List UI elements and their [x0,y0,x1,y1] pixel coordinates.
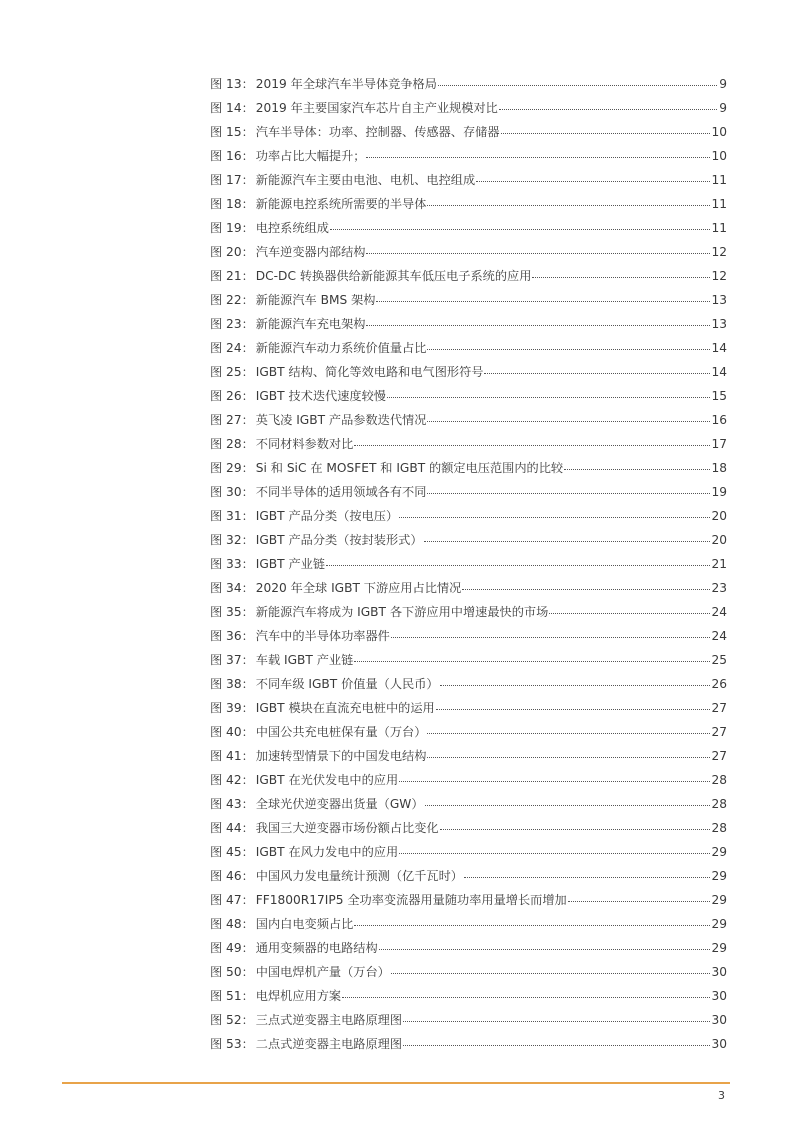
toc-entry-title[interactable]: 电控系统组成 [255,221,329,235]
toc-entry-title[interactable]: 汽车中的半导体功率器件 [255,629,390,643]
toc-dot-leader [427,745,710,758]
toc-entry-label: 图 18： [210,197,254,211]
toc-entry-label: 图 17： [210,173,254,187]
toc-entry-page[interactable]: 12 [711,245,727,259]
toc-entry[interactable] [210,409,727,433]
toc-entry[interactable] [210,817,727,841]
toc-entry-title[interactable]: IGBT 模块在直流充电桩中的运用 [255,701,435,715]
toc-dot-leader [403,1033,710,1046]
toc-entry-title[interactable]: 新能源汽车充电架构 [255,317,366,331]
toc-dot-leader [391,625,711,638]
toc-entry[interactable] [210,457,727,481]
toc-entry-page[interactable]: 27 [711,725,727,739]
toc-entry-page[interactable]: 30 [711,1013,727,1027]
toc-dot-leader [499,97,717,110]
toc-dot-leader [366,313,710,326]
toc-dot-leader [568,889,711,902]
toc-entry-title[interactable]: 2019 年主要国家汽车芯片自主产业规模对比 [255,101,498,115]
toc-entry-title[interactable]: 加速转型情景下的中国发电结构 [255,749,427,763]
toc-entry-page[interactable]: 26 [711,677,727,691]
toc-entry-page[interactable]: 10 [711,125,727,139]
toc-entry-label: 图 29： [210,461,254,475]
toc-dot-leader [399,841,710,854]
toc-entry[interactable] [210,529,727,553]
toc-entry[interactable] [210,265,727,289]
toc-entry-page[interactable]: 28 [711,821,727,835]
toc-entry-title[interactable]: 车载 IGBT 产业链 [255,653,354,667]
toc-entry-label: 图 21： [210,269,254,283]
toc-entry[interactable] [210,889,727,913]
toc-entry-page[interactable]: 17 [711,437,727,451]
toc-entry-label: 图 27： [210,413,254,427]
footer-divider [62,1082,730,1084]
toc-entry-page[interactable]: 10 [711,149,727,163]
toc-entry-label: 图 26： [210,389,254,403]
toc-entry-label: 图 31： [210,509,254,523]
toc-dot-leader [376,289,710,302]
toc-entry-title[interactable]: 新能源汽车动力系统价值量占比 [255,341,427,355]
toc-entry-page[interactable]: 15 [711,389,727,403]
toc-entry-title[interactable]: 全球光伏逆变器出货量（GW） [255,797,424,811]
toc-entry-label: 图 39： [210,701,254,715]
toc-entry-title[interactable]: FF1800R17IP5 全功率变流器用量随功率用量增长而增加 [255,893,567,907]
toc-dot-leader [484,361,710,374]
toc-entry-label: 图 33： [210,557,254,571]
toc-entry-title[interactable]: 中国风力发电量统计预测（亿千瓦时） [255,869,463,883]
toc-entry-label: 图 20： [210,245,254,259]
toc-entry[interactable] [210,961,727,985]
toc-entry[interactable] [210,73,727,97]
toc-entry-label: 图 42： [210,773,254,787]
toc-entry-page[interactable]: 14 [711,341,727,355]
toc-entry[interactable] [210,217,727,241]
toc-entry-title[interactable]: IGBT 产业链 [255,557,326,571]
toc-dot-leader [366,145,710,158]
toc-entry-label: 图 32： [210,533,254,547]
toc-entry-page[interactable]: 29 [711,845,727,859]
toc-dot-leader [427,409,710,422]
toc-entry-label: 图 19： [210,221,254,235]
toc-entry-label: 图 44： [210,821,254,835]
toc-entry-title[interactable]: 二点式逆变器主电路原理图 [255,1037,403,1051]
toc-entry[interactable] [210,1009,727,1033]
toc-entry-title[interactable]: 不同车级 IGBT 价值量（人民币） [255,677,439,691]
toc-entry-title[interactable]: 通用变频器的电路结构 [255,941,378,955]
toc-entry[interactable] [210,337,727,361]
toc-entry-page[interactable]: 29 [711,893,727,907]
toc-entry[interactable] [210,865,727,889]
toc-entry-title[interactable]: 英飞凌 IGBT 产品参数迭代情况 [255,413,427,427]
toc-dot-leader [387,385,711,398]
toc-dot-leader [425,793,711,806]
toc-entry[interactable] [210,841,727,865]
toc-entry-page[interactable]: 27 [711,749,727,763]
toc-entry-title[interactable]: 国内白电变频占比 [255,917,354,931]
toc-entry[interactable] [210,193,727,217]
toc-entry-label: 图 34： [210,581,254,595]
toc-entry-page[interactable]: 27 [711,701,727,715]
toc-dot-leader [436,697,711,710]
toc-dot-leader [326,553,710,566]
toc-entry-title[interactable]: 汽车逆变器内部结构 [255,245,366,259]
toc-entry[interactable] [210,913,727,937]
toc-entry-page[interactable]: 19 [711,485,727,499]
toc-entry-label: 图 43： [210,797,254,811]
toc-entry-page[interactable]: 9 [719,77,727,91]
toc-entry-page[interactable]: 28 [711,773,727,787]
toc-entry-label: 图 50： [210,965,254,979]
toc-dot-leader [440,817,711,830]
toc-entry-label: 图 23： [210,317,254,331]
toc-entry-page[interactable]: 9 [719,101,727,115]
toc-dot-leader [440,673,711,686]
toc-entry-title[interactable]: 2019 年全球汽车半导体竞争格局 [255,77,437,91]
toc-entry-title[interactable]: 我国三大逆变器市场份额占比变化 [255,821,439,835]
toc-dot-leader [476,169,710,182]
toc-entry-page[interactable]: 14 [711,365,727,379]
toc-dot-leader [424,529,711,542]
toc-entry[interactable] [210,433,727,457]
toc-entry-title[interactable]: IGBT 技术迭代速度较慢 [255,389,386,403]
toc-entry-label: 图 53： [210,1037,254,1051]
toc-dot-leader [330,217,711,230]
toc-entry-page[interactable]: 20 [711,533,727,547]
toc-entry-label: 图 22： [210,293,254,307]
toc-dot-leader [501,121,711,134]
toc-dot-leader [391,961,711,974]
toc-dot-leader [427,481,710,494]
toc-dot-leader [354,649,710,662]
toc-entry-page[interactable]: 23 [711,581,727,595]
toc-entry[interactable] [210,937,727,961]
toc-entry[interactable] [210,289,727,313]
toc-dot-leader [549,601,710,614]
toc-entry-page[interactable]: 25 [711,653,727,667]
toc-entry-page[interactable]: 30 [711,965,727,979]
toc-entry-page[interactable]: 16 [711,413,727,427]
toc-dot-leader [427,337,710,350]
toc-dot-leader [427,721,710,734]
toc-entry-title[interactable]: 新能源电控系统所需要的半导体 [255,197,427,211]
toc-dot-leader [399,505,710,518]
toc-entry-label: 图 46： [210,869,254,883]
toc-dot-leader [438,73,717,86]
toc-dot-leader [366,241,710,254]
toc-entry[interactable] [210,697,727,721]
toc-dot-leader [464,865,711,878]
toc-entry-page[interactable]: 28 [711,797,727,811]
toc-entry-page[interactable]: 13 [711,317,727,331]
toc-entry-title[interactable]: 功率占比大幅提升； [255,149,366,163]
toc-entry-label: 图 37： [210,653,254,667]
toc-entry-title[interactable]: IGBT 产品分类（按电压） [255,509,399,523]
toc-entry[interactable] [210,1033,727,1057]
toc-dot-leader [379,937,711,950]
toc-entry[interactable] [210,313,727,337]
toc-entry-label: 图 38： [210,677,254,691]
toc-entry-label: 图 40： [210,725,254,739]
toc-entry-title[interactable]: 新能源汽车 BMS 架构 [255,293,376,307]
toc-entry-label: 图 47： [210,893,254,907]
toc-entry-page[interactable]: 30 [711,989,727,1003]
toc-entry-page[interactable]: 29 [711,869,727,883]
toc-entry[interactable] [210,577,727,601]
toc-dot-leader [427,193,710,206]
toc-entry-label: 图 45： [210,845,254,859]
toc-entry[interactable] [210,361,727,385]
toc-entry-title[interactable]: DC-DC 转换器供给新能源其车低压电子系统的应用 [255,269,532,283]
toc-entry-label: 图 49： [210,941,254,955]
toc-entry-label: 图 16： [210,149,254,163]
toc-entry[interactable] [210,553,727,577]
toc-entry-page[interactable]: 11 [711,173,727,187]
toc-entry[interactable] [210,649,727,673]
table-of-figures [210,73,727,1057]
toc-entry[interactable] [210,625,727,649]
toc-entry-title[interactable]: Si 和 SiC 在 MOSFET 和 IGBT 的额定电压范围内的比较 [255,461,564,475]
toc-entry-label: 图 51： [210,989,254,1003]
toc-entry[interactable] [210,385,727,409]
toc-entry[interactable] [210,505,727,529]
toc-entry-label: 图 48： [210,917,254,931]
toc-entry[interactable] [210,985,727,1009]
toc-entry-title[interactable]: 三点式逆变器主电路原理图 [255,1013,403,1027]
toc-entry-label: 图 36： [210,629,254,643]
toc-dot-leader [532,265,710,278]
toc-entry-label: 图 35： [210,605,254,619]
toc-entry-label: 图 13： [210,77,254,91]
toc-entry-title[interactable]: 中国公共充电桩保有量（万台） [255,725,427,739]
toc-entry-label: 图 28： [210,437,254,451]
toc-entry-page[interactable]: 30 [711,1037,727,1051]
toc-entry-page[interactable]: 29 [711,917,727,931]
toc-entry[interactable] [210,97,727,121]
toc-entry-page[interactable]: 29 [711,941,727,955]
toc-entry-label: 图 52： [210,1013,254,1027]
toc-entry-title[interactable]: IGBT 产品分类（按封装形式） [255,533,423,547]
toc-entry[interactable] [210,241,727,265]
toc-entry-label: 图 15： [210,125,254,139]
toc-entry-title[interactable]: 2020 年全球 IGBT 下游应用占比情况 [255,581,462,595]
toc-dot-leader [462,577,710,590]
toc-entry[interactable] [210,481,727,505]
toc-dot-leader [399,769,710,782]
toc-entry-label: 图 41： [210,749,254,763]
toc-entry[interactable] [210,745,727,769]
toc-entry-page[interactable]: 11 [711,197,727,211]
toc-entry-page[interactable]: 21 [711,557,727,571]
toc-entry-page[interactable]: 24 [711,629,727,643]
toc-dot-leader [564,457,710,470]
toc-entry-label: 图 30： [210,485,254,499]
toc-dot-leader [342,985,710,998]
toc-entry-page[interactable]: 18 [711,461,727,475]
toc-entry-page[interactable]: 12 [711,269,727,283]
toc-entry-title[interactable]: 新能源汽车将成为 IGBT 各下游应用中增速最快的市场 [255,605,549,619]
toc-entry-title[interactable]: 电焊机应用方案 [255,989,342,1003]
toc-entry-title[interactable]: 不同材料参数对比 [255,437,354,451]
toc-entry-page[interactable]: 11 [711,221,727,235]
toc-entry[interactable] [210,169,727,193]
toc-entry-title[interactable]: 中国电焊机产量（万台） [255,965,390,979]
toc-entry-page[interactable]: 20 [711,509,727,523]
toc-dot-leader [354,913,710,926]
toc-dot-leader [403,1009,710,1022]
toc-entry-label: 图 14： [210,101,254,115]
toc-entry[interactable] [210,121,727,145]
toc-entry-title[interactable]: 不同半导体的适用领域各有不同 [255,485,427,499]
toc-entry-title[interactable]: IGBT 在风力发电中的应用 [255,845,399,859]
toc-entry[interactable] [210,673,727,697]
toc-entry-page[interactable]: 13 [711,293,727,307]
toc-entry-page[interactable]: 24 [711,605,727,619]
toc-entry-title[interactable]: IGBT 结构、简化等效电路和电气图形符号 [255,365,484,379]
toc-entry-title[interactable]: 新能源汽车主要由电池、电机、电控组成 [255,173,476,187]
toc-entry[interactable] [210,601,727,625]
toc-entry[interactable] [210,769,727,793]
toc-entry-label: 图 24： [210,341,254,355]
page-number: 3 [718,1089,725,1102]
toc-entry-title[interactable]: 汽车半导体：功率、控制器、传感器、存储器 [255,125,500,139]
toc-entry-title[interactable]: IGBT 在光伏发电中的应用 [255,773,399,787]
toc-entry[interactable] [210,145,727,169]
toc-dot-leader [354,433,710,446]
toc-entry[interactable] [210,793,727,817]
toc-entry[interactable] [210,721,727,745]
toc-entry-label: 图 25： [210,365,254,379]
